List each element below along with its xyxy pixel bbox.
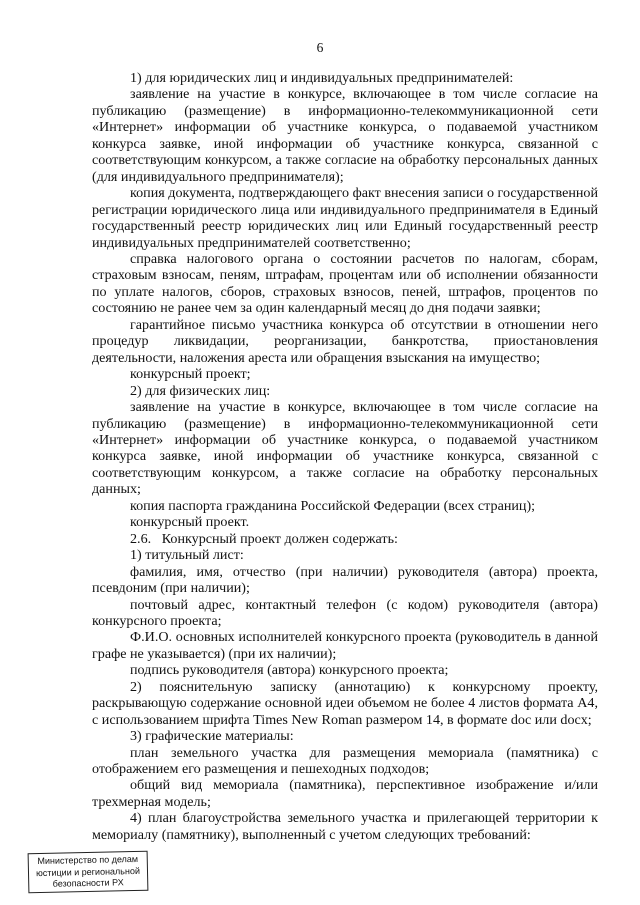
paragraph: 3) графические материалы: <box>130 728 294 745</box>
paragraph: общий вид мемориала (памятника), перспективное изображение и/или трехмерная модель; <box>92 777 598 810</box>
stamp-line: юстиции и региональной <box>35 865 141 878</box>
paragraph: 1) титульный лист: <box>130 547 244 564</box>
document-body <box>92 70 598 843</box>
paragraph: план земельного участка для размещения мемориала (памятника) с отображением его размещения и пешеходных подходов; <box>92 744 598 778</box>
paragraph: 4) план благоустройства земельного участка и прилегающей территории к мемориалу (памятнику), выполненный с учетом следующих требований: <box>92 810 598 843</box>
stamp-line: безопасности РХ <box>52 877 124 889</box>
paragraph: подпись руководителя (автора) конкурсного проекта; <box>130 662 449 679</box>
paragraph: заявление на участие в конкурсе, включающее в том числе согласие на публикацию (размещение) в информационно-телекоммуникационной сети «Интернет» информации об участнике конкурса, о подаваемой участником конкурса заявке, иной информации об участнике конкурса, связанной с соответствующим конкурсом, а также согласие на обработку персональных данных (для индивидуального предпринимателя); <box>92 86 598 185</box>
paragraph: заявление на участие в конкурсе, включающее в том числе согласие на публикацию (размещение) в информационно-телекоммуникационной сети «Интернет» информации об участнике конкурса, о подаваемой участником конкурса заявке, иной информации об участнике конкурса, связанной с соответствующим конкурсом, а также согласие на обработку персональных данных; <box>92 399 598 498</box>
paragraph: почтовый адрес, контактный телефон (с кодом) руководителя (автора) конкурсного проекта; <box>92 596 598 629</box>
paragraph: Ф.И.О. основных исполнителей конкурсного проекта (руководитель в данной графе не указывается) (при их наличии); <box>92 629 598 662</box>
paragraph: гарантийное письмо участника конкурса об отсутствии в отношении него процедур ликвидации, реорганизации, банкротства, приостановления деятельности, наложения ареста или обращения взыскания на имущество; <box>92 316 598 366</box>
paragraph: копия паспорта гражданина Российской Федерации (всех страниц); <box>130 497 536 514</box>
paragraph: 2) для физических лиц: <box>130 382 271 399</box>
paragraph: 1) для юридических лиц и индивидуальных предпринимателей: <box>130 70 514 86</box>
paragraph: конкурсный проект; <box>130 366 251 383</box>
paragraph: 2) пояснительную записку (аннотацию) к конкурсному проекту, раскрывающую содержание основной идеи объемом не более 4 листов формата А4, с использованием шрифта Times New Roman размером 14, в формате doc или docx; <box>92 678 598 728</box>
paragraph: справка налогового органа о состоянии расчетов по налогам, сборам, страховым взносам, пеням, штрафам, процентам или об исполнении обязанности по уплате налогов, сборов, страховых взносов, пеней, штрафов, процентов по состоянию не ранее чем за один календарный месяц до дня подачи заявки; <box>92 250 598 317</box>
paragraph: фамилия, имя, отчество (при наличии) руководителя (автора) проекта, псевдоним (при наличии); <box>92 563 598 597</box>
ministry-stamp <box>28 851 149 894</box>
stamp-line: Министерство по делам <box>37 853 139 867</box>
paragraph: 2.6. Конкурсный проект должен содержать: <box>130 530 398 547</box>
paragraph: конкурсный проект. <box>130 514 250 531</box>
paragraph: копия документа, подтверждающего факт внесения записи о государственной регистрации юридического лица или индивидуального предпринимателя в Единый государственный реестр юридических лиц или Единый государственный реестр индивидуальных предпринимателей соответственно; <box>92 185 598 251</box>
page-number: 6 <box>316 40 324 55</box>
